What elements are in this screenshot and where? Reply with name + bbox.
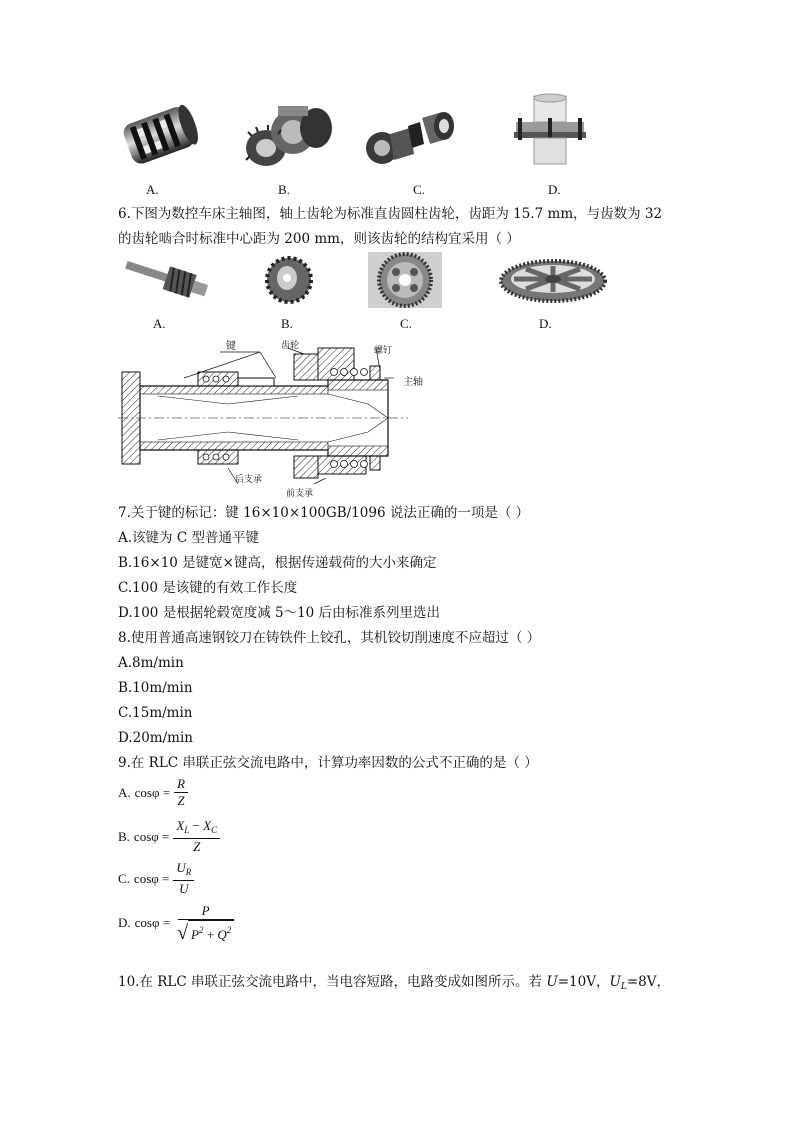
gear-image-c-web xyxy=(368,252,442,308)
q10-ul-value: =8V， xyxy=(626,974,670,990)
q7-option-d: D.100 是根据轮毂宽度减 5～10 后由标准系列里选出 xyxy=(118,605,441,621)
coupling-image-b xyxy=(238,96,338,174)
q9-c-denominator: U xyxy=(179,881,189,896)
q9-b-xc-sub: C xyxy=(211,825,218,835)
q9-b-xl: X xyxy=(176,818,185,833)
q7-option-b: B.16×10 是键宽×键高，根据传递载荷的大小来确定 xyxy=(118,555,437,571)
q9-d-plus: + xyxy=(203,927,218,942)
q9-option-b xyxy=(118,818,220,855)
coupling-image-a xyxy=(120,100,200,170)
q10-prefix: 10.在 RLC 串联正弦交流电路中，当电容短路，电路变成如图所示。若 xyxy=(118,974,547,990)
q9-b-minus: − xyxy=(189,818,204,833)
q9-c-ur: U xyxy=(176,860,186,875)
coupling-label-c: C. xyxy=(413,182,425,197)
gear-image-d-spoked xyxy=(498,258,608,304)
q10-ul: U xyxy=(609,974,621,990)
q9-option-c-letter: C. xyxy=(118,870,130,886)
q9-d-denominator xyxy=(174,920,237,943)
q9-d-p-sup: 2 xyxy=(199,925,204,935)
q7-option-c: C.100 是该键的有效工作长度 xyxy=(118,580,298,596)
spindle-label-rear: 后支承 xyxy=(235,475,263,485)
q6-stem-line1: 6.下图为数控车床主轴图，轴上齿轮为标准直齿圆柱齿轮，齿距为 15.7 mm，与齿数为 32 xyxy=(118,206,663,222)
q9-b-denominator: Z xyxy=(193,839,201,854)
q9-b-xl-sub: L xyxy=(184,825,190,835)
q9-option-a-fraction xyxy=(174,776,188,809)
q10-u-value: =10V， xyxy=(557,974,610,990)
q9-d-sqrt: √ $P^2 + Q^2$ xyxy=(177,920,234,943)
q9-a-numerator: R xyxy=(174,776,188,793)
q9-option-c xyxy=(118,860,194,897)
q8-stem: 8.使用普通高速钢铰刀在铸铁件上铰孔，其机铰切削速度不应超过（ ） xyxy=(118,630,541,646)
q9-d-numerator: P xyxy=(178,903,234,920)
coupling-images-row xyxy=(110,92,610,197)
spindle-label-spindle: 主轴 xyxy=(403,377,423,388)
q7-option-a: A.该键为 C 型普通平键 xyxy=(118,530,259,546)
q6-option-label-c: C. xyxy=(400,316,412,331)
spindle-label-key: 键 xyxy=(226,341,236,352)
q8-option-a: A.8m/min xyxy=(118,655,184,671)
q6-stem-line2: 的齿轮啮合时标准中心距为 200 mm，则该齿轮的结构宜采用（ ） xyxy=(118,231,520,247)
q9-option-d-letter: D. xyxy=(118,915,131,930)
q9-option-c-cos: cosφ = xyxy=(133,870,170,886)
q9-option-d xyxy=(118,903,237,943)
q9-option-d-cos: cosφ = xyxy=(134,915,171,930)
spindle-label-gear: 齿轮 xyxy=(281,341,300,351)
q8-option-b: B.10m/min xyxy=(118,680,193,696)
spindle-label-nut: 螺钉 xyxy=(374,346,393,356)
q7-stem: 7.关于键的标记：键 16×10×100GB/1096 说法正确的一项是（ ） xyxy=(118,505,530,521)
q6-option-label-b: B. xyxy=(281,316,293,331)
q10-ul-sub: L xyxy=(620,982,627,992)
q9-option-a-letter: A. xyxy=(118,784,131,800)
coupling-label-a: A. xyxy=(146,182,159,197)
q9-a-denominator: Z xyxy=(177,793,185,808)
coupling-label-d: D. xyxy=(548,182,561,197)
q9-c-ur-sub: R xyxy=(185,867,192,877)
q9-d-radicand xyxy=(188,920,234,943)
q9-option-b-cos: cosφ = xyxy=(133,828,170,844)
q9-option-c-fraction xyxy=(173,860,194,897)
spindle-label-front: 前支承 xyxy=(286,489,314,499)
q9-d-p: P xyxy=(191,927,199,942)
gear-image-a-shaft xyxy=(122,254,212,304)
q9-d-q-sup: 2 xyxy=(226,925,232,935)
q6-option-label-d: D. xyxy=(539,316,552,331)
q9-option-a-cos: cosφ = xyxy=(134,784,171,800)
spindle-diagram xyxy=(118,334,428,496)
q8-option-c: C.15m/min xyxy=(118,705,193,721)
q9-stem: 9.在 RLC 串联正弦交流电路中，计算功率因数的公式不正确的是（ ） xyxy=(118,755,538,771)
q10-stem xyxy=(118,973,670,996)
coupling-image-c xyxy=(360,104,460,172)
q10-u: U xyxy=(546,974,558,990)
q9-option-a xyxy=(118,776,188,809)
q9-option-d-fraction xyxy=(174,903,237,943)
q9-b-xc: X xyxy=(203,818,212,833)
q6-option-label-a: A. xyxy=(153,316,166,331)
q8-option-d: D.20m/min xyxy=(118,730,193,746)
q9-option-b-letter: B. xyxy=(118,828,130,844)
q9-d-q: Q xyxy=(217,927,227,942)
q9-c-numerator xyxy=(173,860,194,881)
coupling-image-d xyxy=(510,92,590,172)
q9-b-numerator xyxy=(173,818,220,839)
q9-option-b-fraction xyxy=(173,818,220,855)
gear-image-b-solid xyxy=(262,254,316,304)
coupling-label-b: B. xyxy=(278,182,290,197)
